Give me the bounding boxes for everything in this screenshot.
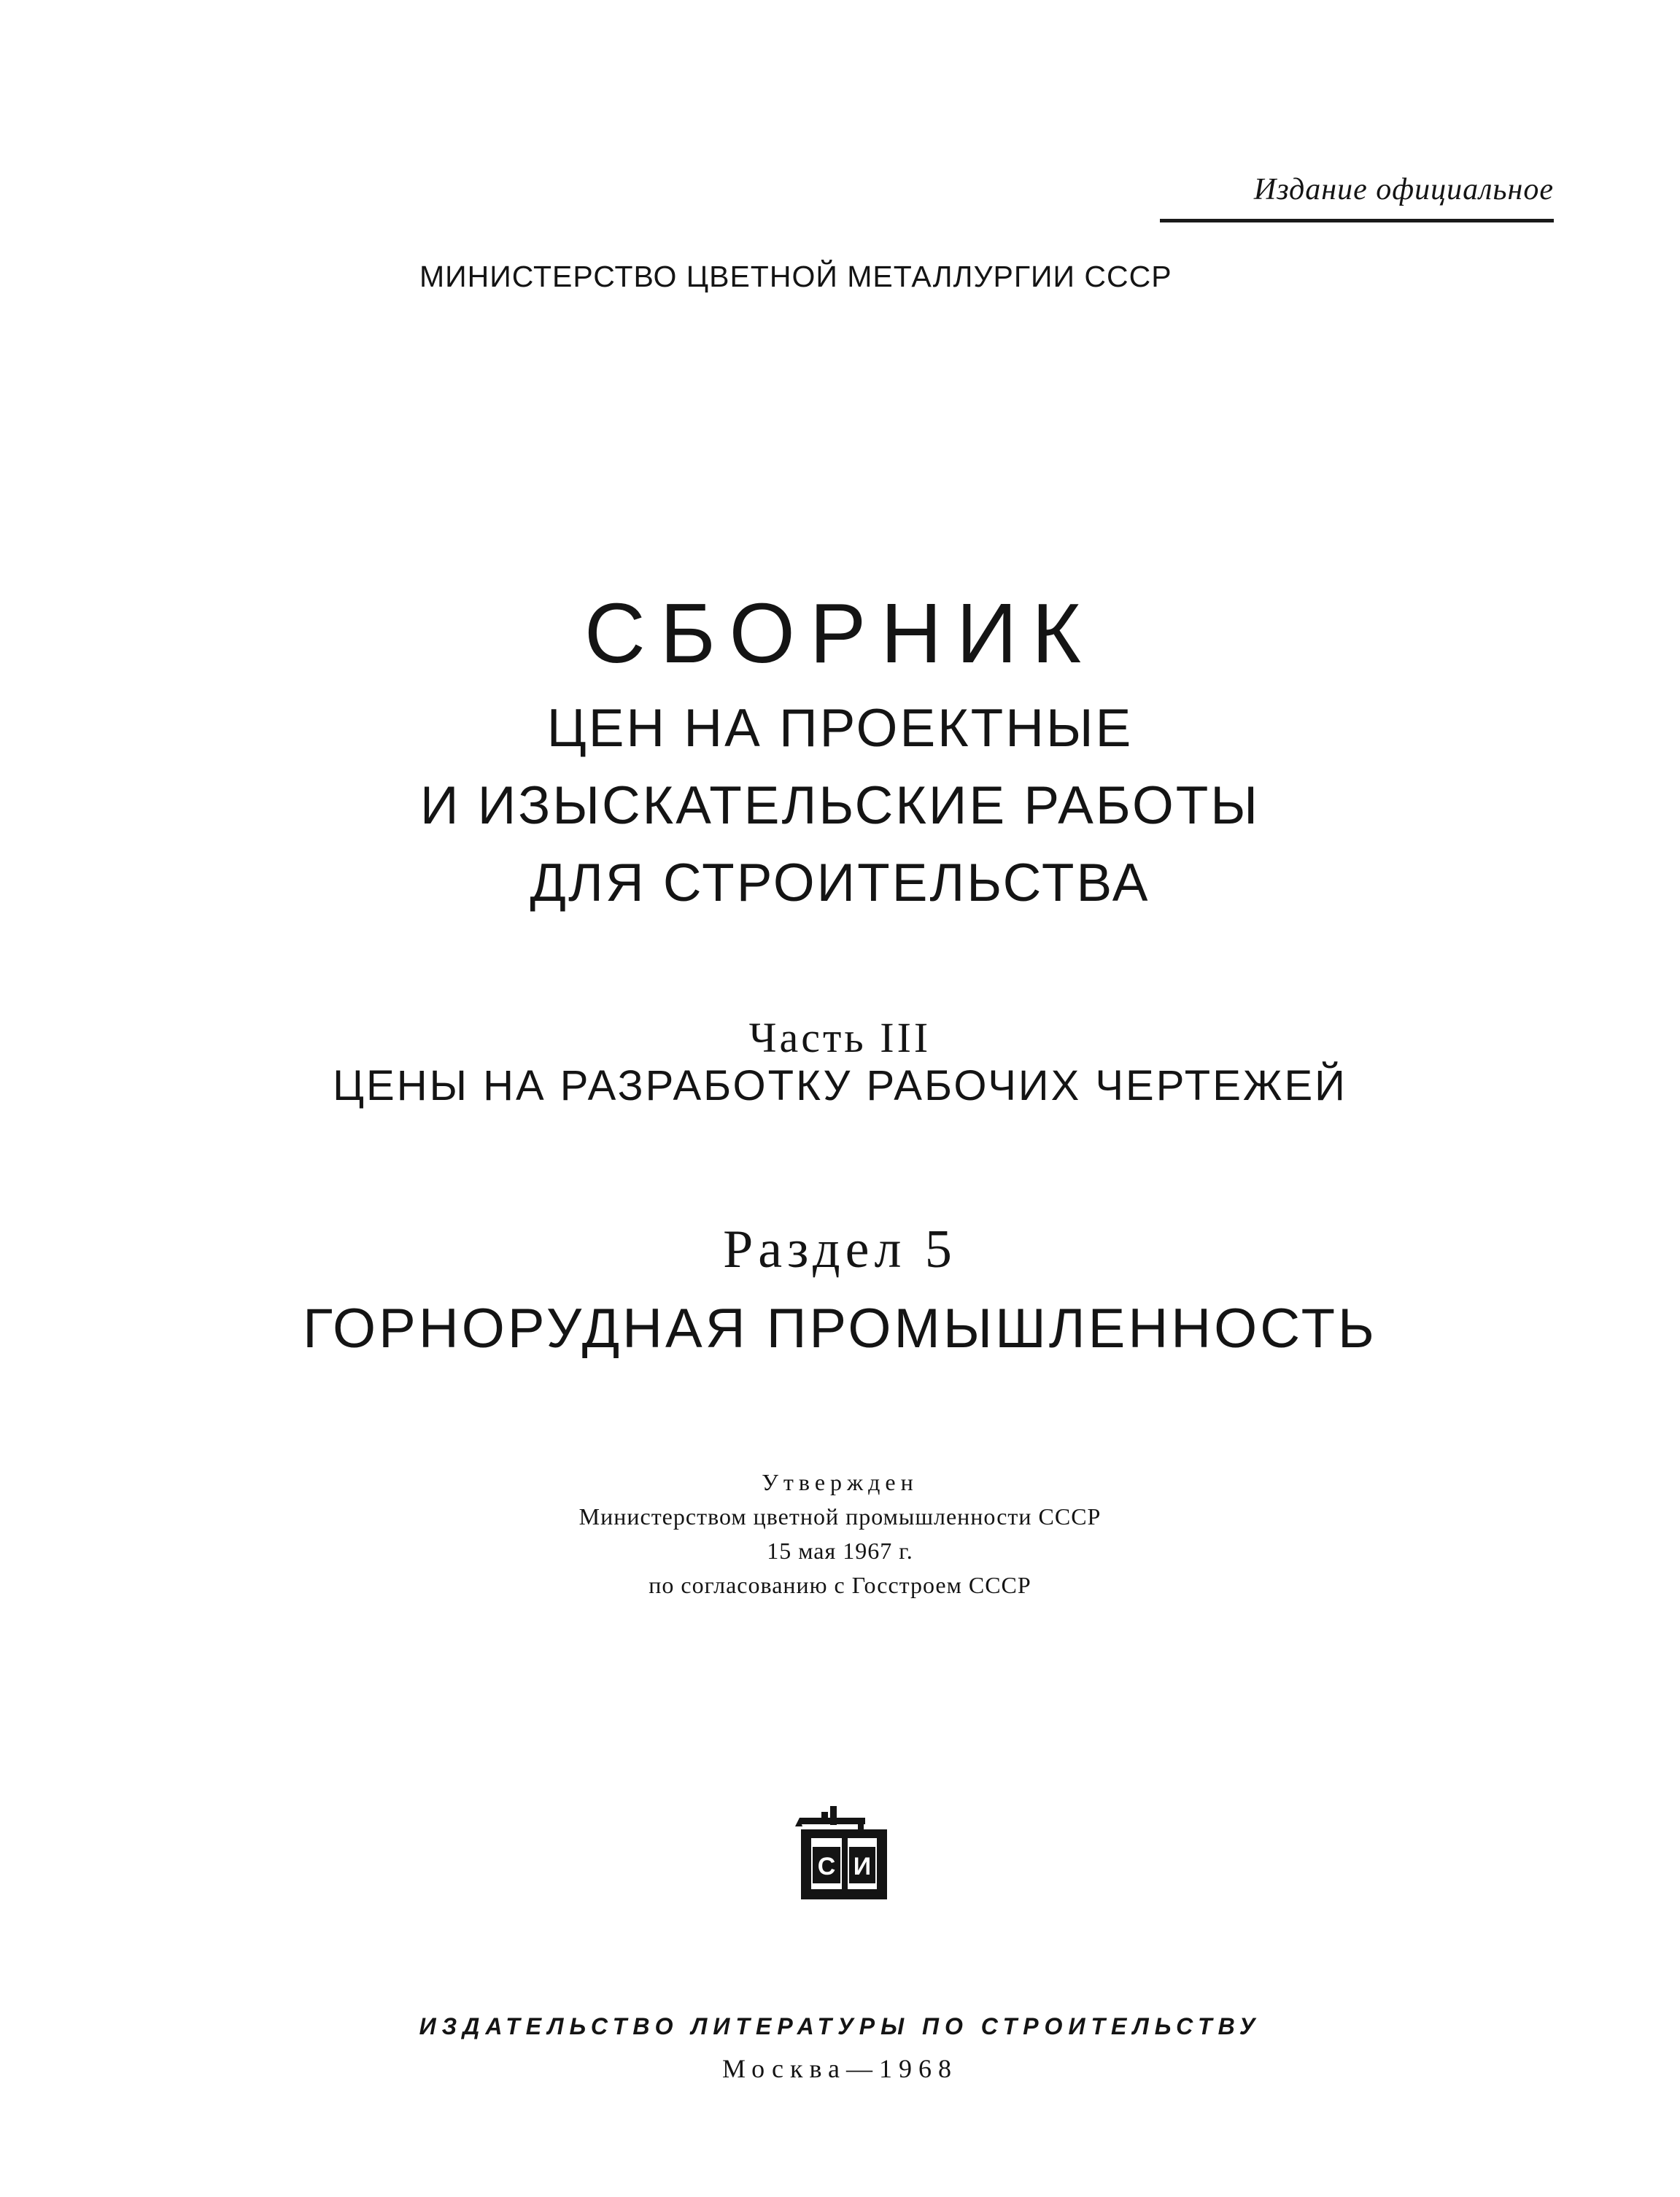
publisher-name: ИЗДАТЕЛЬСТВО ЛИТЕРАТУРЫ ПО СТРОИТЕЛЬСТВУ [419,2013,1261,2039]
part-title: ЦЕНЫ НА РАЗРАБОТКУ РАБОЧИХ ЧЕРТЕЖЕЙ [333,1062,1347,1109]
title-line-2: И ИЗЫСКАТЕЛЬСКИЕ РАБОТЫ [420,776,1260,835]
approval-authority: Министерством цветной промышленности СССР [578,1503,1102,1530]
section-number: Раздел 5 [723,1220,957,1279]
city-year: Москва—1968 [722,2054,958,2083]
logo-letter-i: И [853,1853,872,1880]
part-number: Часть III [748,1014,932,1061]
ministry-name: МИНИСТЕРСТВО ЦВЕТНОЙ МЕТАЛЛУРГИИ СССР [419,260,1172,293]
logo-letter-s: С [817,1853,836,1880]
publisher-logo-icon [795,1802,894,1904]
approval-heading: Утвержден [762,1469,918,1495]
title-line-1: ЦЕН НА ПРОЕКТНЫЕ [546,699,1134,758]
approval-agreement: по согласованию с Госстроем СССР [649,1572,1031,1598]
section-title: ГОРНОРУДНАЯ ПРОМЫШЛЕННОСТЬ [303,1298,1377,1360]
approval-date: 15 мая 1967 г. [767,1538,913,1564]
edition-underline [1160,219,1554,222]
edition-label: Издание официальное [1253,173,1554,206]
title-line-3: ДЛЯ СТРОИТЕЛЬСТВА [530,853,1150,912]
collection-title: СБОРНИК [584,586,1096,681]
